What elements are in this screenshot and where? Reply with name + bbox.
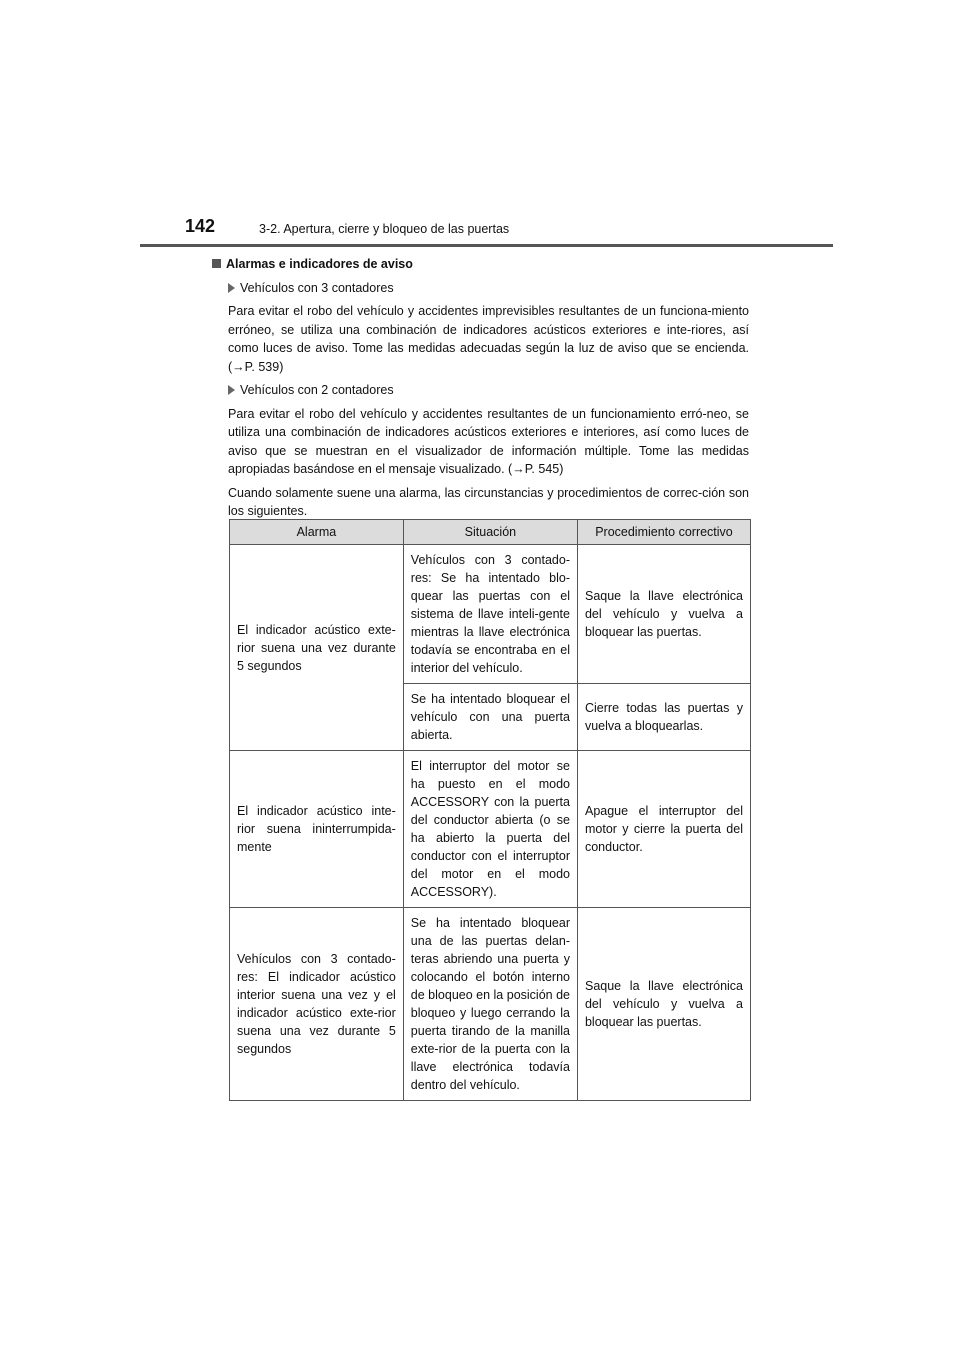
procedure-cell: Saque la llave electrónica del vehículo y vuelva a bloquear las puertas.	[577, 545, 750, 684]
section-heading	[212, 255, 749, 274]
square-bullet-icon	[212, 259, 221, 268]
paragraph: Para evitar el robo del vehículo y accidentes imprevisibles resultantes de un funciona-miento erróneo, se utiliza una combinación de indicadores acústicos exteriores e inte-riores, así como luces de aviso. Tome las medidas adecuadas según la luz de aviso que se encienda. (→P. 539)	[228, 304, 749, 374]
section-heading-text: Alarmas e indicadores de aviso	[226, 257, 413, 271]
alarm-cell: El indicador acústico exte-rior suena una vez durante 5 segundos	[230, 545, 404, 751]
subsection-label-text: Vehículos con 3 contadores	[240, 280, 394, 295]
chapter-title: 3-2. Apertura, cierre y bloqueo de las puertas	[259, 222, 510, 236]
situation-cell: Vehículos con 3 contado-res: Se ha intentado blo-quear las puertas con el sistema de llave inteli-gente mientras la llave electrónica todavía se encontraba en el interior del vehículo.	[403, 545, 577, 684]
table-header-row	[230, 520, 751, 545]
column-header-procedure: Procedimiento correctivo	[577, 520, 750, 545]
situation-cell: Se ha intentado bloquear una de las puertas delan-teras abriendo una puerta y colocando el botón interno de bloqueo en la posición de bloqueo y luego cerrando la puerta tirando de la manilla exte-rior de la puerta con la llave electrónica todavía dentro del vehículo.	[403, 908, 577, 1101]
column-header-situation: Situación	[403, 520, 577, 545]
table-row	[230, 908, 751, 1101]
column-header-alarm: Alarma	[230, 520, 404, 545]
triangle-bullet-icon	[228, 283, 235, 293]
subsection-label	[228, 381, 749, 400]
situation-cell: Se ha intentado bloquear el vehículo con una puerta abierta.	[403, 684, 577, 751]
alarm-cell: El indicador acústico inte-rior suena ininterrumpida-mente	[230, 751, 404, 908]
procedure-cell: Apague el interruptor del motor y cierre la puerta del conductor.	[577, 751, 750, 908]
table-row	[230, 545, 751, 684]
procedure-cell: Saque la llave electrónica del vehículo y vuelva a bloquear las puertas.	[577, 908, 750, 1101]
table-row	[230, 751, 751, 908]
procedure-cell: Cierre todas las puertas y vuelva a bloquearlas.	[577, 684, 750, 751]
closing-paragraph: Cuando solamente suene una alarma, las circunstancias y procedimientos de correc-ción son los siguientes.	[228, 485, 749, 518]
paragraph: Para evitar el robo del vehículo y accidentes resultantes de un funcionamiento erró-neo, se utiliza una combinación de indicadores acústicos exteriores e interiores, así como luces de aviso que se muestran en el visualizador de información múltiple. Tome las medidas apropiadas basándose en el mensaje visualizado. (→P. 545)	[228, 406, 749, 476]
section-content	[212, 255, 749, 526]
subsection-label-text: Vehículos con 2 contadores	[240, 383, 394, 397]
alarm-cell: Vehículos con 3 contado-res: El indicador acústico interior suena una vez y el indicador acústico exte-rior suena una vez durante 5 segundos	[230, 908, 404, 1101]
header-rule	[140, 244, 833, 247]
alarm-table	[229, 519, 751, 1101]
page-number: 142	[185, 216, 216, 236]
subsection-label	[228, 279, 749, 298]
triangle-bullet-icon	[228, 385, 235, 395]
situation-cell: El interruptor del motor se ha puesto en el modo ACCESSORY con la puerta del conductor abierta (o se ha abierto la puerta del conductor con el interruptor del motor en el modo ACCESSORY).	[403, 751, 577, 908]
